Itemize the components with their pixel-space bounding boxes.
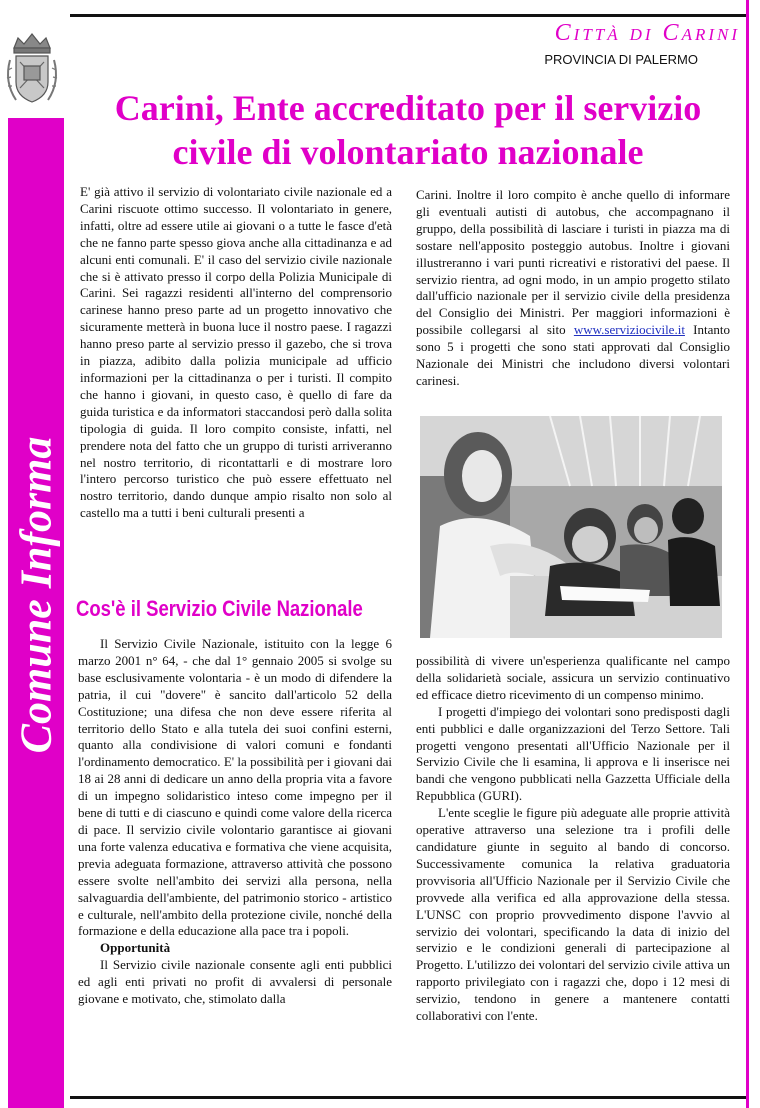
city-name: Città di Carini bbox=[554, 20, 740, 46]
section-subheading: Opportunità bbox=[100, 940, 171, 956]
right-rule bbox=[746, 0, 749, 1108]
section-paragraph-1: Il Servizio Civile Nazionale, istituito con la legge 6 marzo 2001 n° 64, - che dal 1° gennaio 2005 si svolge su base esclusivamente volontaria - è un modo di difendere la patria, il cui "dovere" è sancito dall'articolo 52 della Costituzione; una difesa che non deve essere riferita al territorio dello Stato e alla tutela dei suoi confini esterni, quanto alla condivisione di valori comuni e fondanti l'ordinamento democratico. E' la possibilità per i giovani dai 18 ai 28 anni di dedicare un anno della propria vita a favore di un impegno solidaristico inteso come impegno per il bene di tutti e di ciascuno e quindi come valore della ricerca di pace. Il servizio civile volontario garantisce ai giovani una forte valenza educativa e formativa che viene acquisita, previa adeguata formazione, attraverso attività che possono essere svolte nell'ambito dei servizi alla persona, nella salvaguardia dell'ambiente, del patrimonio storico - artistico e culturale, nell'ambito della protezione civile, nonché della formazione e della educazione alla pace tra i popoli. bbox=[78, 636, 392, 939]
serviziocivile-link[interactable]: www.serviziocivile.it bbox=[573, 322, 685, 338]
section-column-1 bbox=[78, 636, 392, 1008]
bottom-rule bbox=[70, 1096, 746, 1099]
province-name: PROVINCIA DI PALERMO bbox=[544, 52, 698, 67]
sidebar-label: Comune Informa bbox=[11, 436, 61, 754]
headline: Carini, Ente accreditato per il servizio civile di volontariato nazionale bbox=[114, 88, 702, 172]
article-column-1 bbox=[80, 184, 392, 522]
section-paragraph-4: I progetti d'impiego dei volontari sono predisposti dagli enti pubblici e dalle organizzazioni del Terzo Settore. Tali progetti vengono presentati all'Ufficio Nazionale per il Servizio Civile che li esamina, li approva e li inserisce nei bandi che vengono pubblicati nella Gazzetta Ufficiale della Repubblica (GURI). bbox=[416, 703, 730, 804]
article-paragraph: E' già attivo il servizio di volontariato civile nazionale ed a Carini riscuote ottimo successo. Il volontariato in genere, infatti, oltre ad essere utile ai giovani o a tutte le fasce d'età che ne fanno parte spesso giova anche alla cittadinanza e ad alcuni enti comunali. E' il caso del servizio civile nazionale che si è attivato presso il corpo della Polizia Municipale di Carini. Sei ragazzi residenti all'interno del comprensorio carinese hanno preso parte ad un progetto innovativo che sicuramente metterà in buona luce il nostro paese. I ragazzi hanno preso parte al servizio presso il gazebo, che si trova in piazza, adibito dalla polizia municipale ad ufficio informazioni per la cittadinanza o per i turisti. Il compito che hanno i giovani, in questo caso, è quello di fare da guida turistica e da informatori staccandosi però dalla solita tipologia di guida. Il loro compito consiste, infatti, nel prendere nota del fatto che un gruppo di turisti arriveranno nel nostro territorio, di ricontattarli e di mostrare loro l'intero percorso turistico che può essere effettuato nel nostro territorio, dando dunque ampio risalto non solo al castello ma a tutti i beni culturali presenti a bbox=[80, 184, 392, 521]
city-crest-icon bbox=[2, 30, 62, 110]
section-title: Cos'è il Servizio Civile Nazionale bbox=[76, 596, 363, 621]
article-text-end: Intanto sono 5 i progetti che sono stati approvati dal Consiglio Nazionale dei Ministri che includono diversi volontari carinesi. bbox=[416, 322, 730, 388]
article-text: Carini. Inoltre il loro compito è anche quello di informare gli eventuali autisti di autobus, che accompagnano il gruppo, della possibilità di lasciare i turisti in piazza ma di sostare nell'apposito posteggio autobus. Inoltre i giovani illustreranno i vari punti ricreativi e ristorativi del paese. Il servizio rientra, ad ogni modo, in un ampio progetto stilato dall'ufficio nazionale per il servizio civile della presidenza del Consiglio dei Ministri. Per maggiori informazioni è possibile collegarsi al sito bbox=[416, 187, 730, 338]
article-column-2 bbox=[416, 187, 730, 390]
section-paragraph-2: Il Servizio civile nazionale consente agli enti pubblici ed agli enti privati no profit di avvalersi di personale giovane e motivato, che, stimolato dalla bbox=[78, 957, 392, 1007]
article-paragraph-continued bbox=[416, 187, 730, 390]
volunteers-photo bbox=[420, 416, 722, 638]
section-column-2 bbox=[416, 653, 730, 1025]
section-paragraph-5: L'ente sceglie le figure più adeguate alle proprie attività operative attraverso una selezione tra i profili delle candidature giunte in seguito al bando di concorso. Successivamente comunica la relativa graduatoria provvisoria all'Ufficio Nazionale per il Servizio Civile che provvede alla verifica ed alla approvazione della stessa. L'UNSC con proprio provvedimento dispone l'avvio al servizio dei volontari, specificando la data di inizio del servizio e le condizioni generali di partecipazione al Progetto. L'utilizzo dei volontari del servizio civile attiva un rapporto privilegiato con i ragazzi che, dopo i 12 mesi di servizio, tendono in genere a mantenere contatti collaborativi con l'ente. bbox=[416, 805, 730, 1024]
top-rule bbox=[70, 14, 746, 17]
section-paragraph-3: possibilità di vivere un'esperienza qualificante nel campo della solidarietà sociale, assicura un servizio continuativo ed efficace dietro ricevimento di un compenso minimo. bbox=[416, 653, 730, 702]
